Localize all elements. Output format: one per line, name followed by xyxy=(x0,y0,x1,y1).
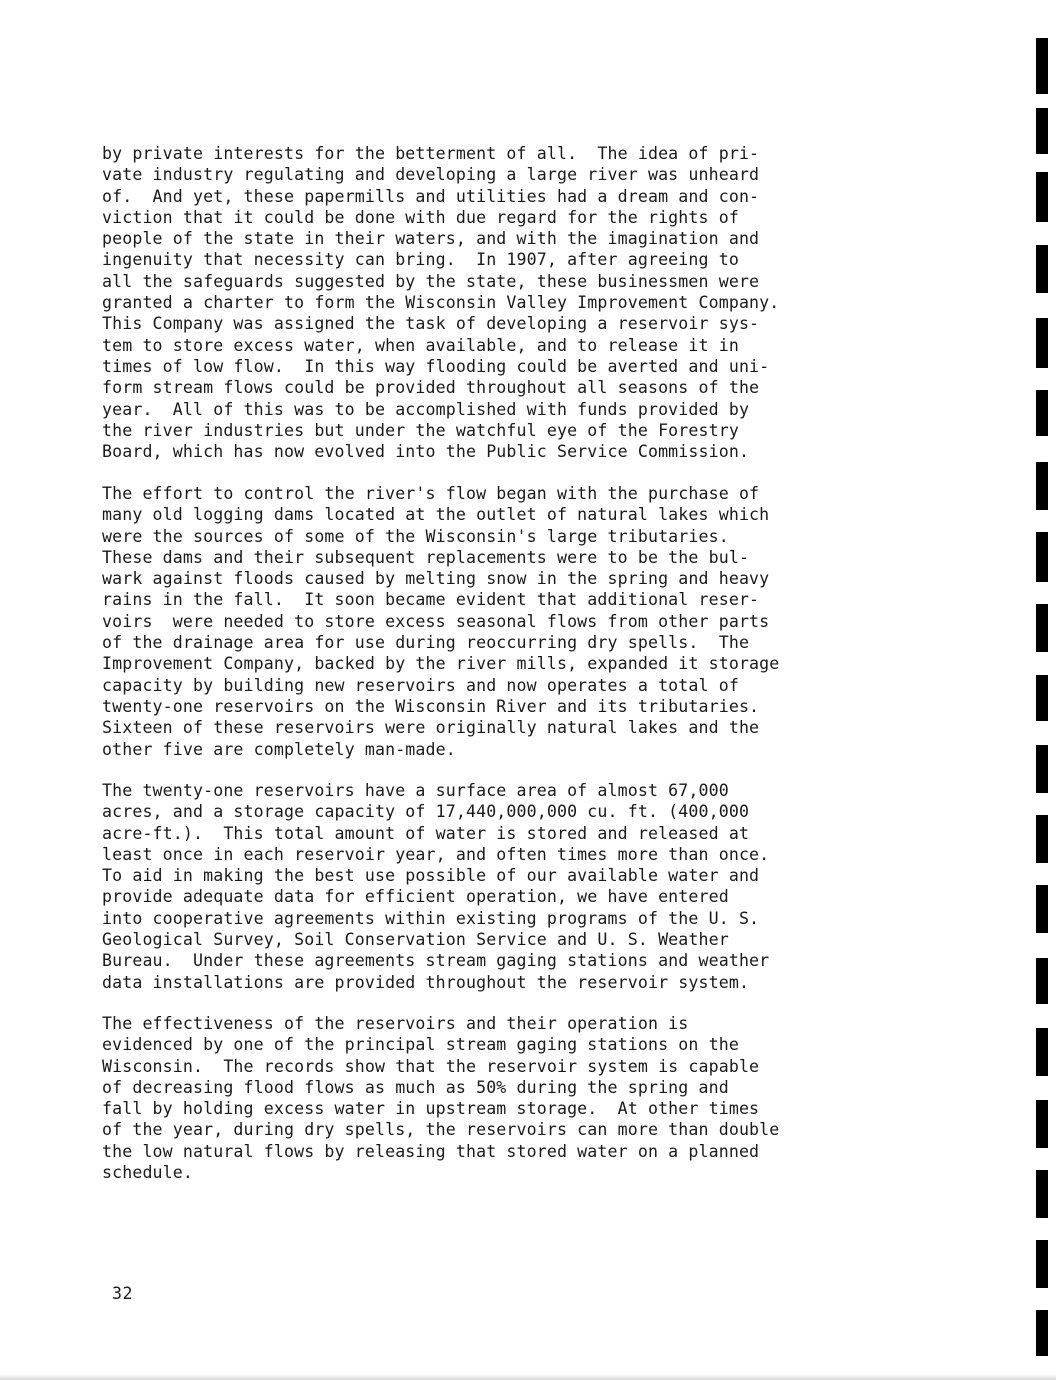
binding-mark xyxy=(1036,604,1048,652)
binding-mark xyxy=(1036,532,1048,582)
paragraph-river-flow-control: The effort to control the river's flow began with the purchase of many old logging dams located at the outlet of natural lakes which were the sources of some of the Wisconsin's large tributaries. These dams and their subsequent replacements were to be the bul- wark against floods caused by melting snow in the spring and heavy rains in the fall. It soon became evident that additional reser- voirs were needed to store excess seasonal flows from other parts of the drainage area for use during reoccurring dry spells. The Improvement Company, backed by the river mills, expanded it storage capacity by building new reservoirs and now operates a total of twenty-one reservoirs on the Wisconsin River and its tributaries. Sixteen of these reservoirs were originally natural lakes and the other five are completely man-made. xyxy=(102,484,780,759)
binding-mark xyxy=(1036,245,1048,293)
paragraph-reservoir-capacity: The twenty-one reservoirs have a surface area of almost 67,000 acres, and a storage capacity of 17,440,000,000 cu. ft. (400,000 acre-ft.). This total amount of water is stored and released at least once in each reservoir year, and often times more than once. To aid in making the best use possible of our available water and provide adequate data for efficient operation, we have entered into cooperative agreements within existing programs of the U. S. Geological Survey, Soil Conservation Service and U. S. Weather Bureau. Under these agreements stream gaging stations and weather data installations are provided throughout the reservoir system. xyxy=(102,781,770,992)
binding-mark xyxy=(1036,675,1048,721)
binding-mark xyxy=(1036,815,1048,863)
binding-mark xyxy=(1036,390,1048,436)
binding-mark xyxy=(1036,1170,1048,1218)
binding-mark xyxy=(1036,1310,1048,1356)
binding-mark xyxy=(1036,1240,1048,1288)
page-number: 32 xyxy=(112,1284,133,1303)
binding-marks xyxy=(1016,0,1056,1380)
binding-mark xyxy=(1036,958,1048,1004)
binding-mark xyxy=(1036,318,1048,368)
binding-mark xyxy=(1036,885,1048,933)
binding-mark xyxy=(1036,745,1048,793)
scan-edge xyxy=(0,1374,1056,1380)
binding-mark xyxy=(1036,172,1048,222)
binding-mark xyxy=(1036,1028,1048,1076)
binding-mark xyxy=(1036,462,1048,510)
binding-mark xyxy=(1036,108,1048,154)
binding-mark xyxy=(1036,38,1048,94)
paragraph-private-interests: by private interests for the betterment of all. The idea of pri- vate industry regulating and developing a large river was unheard of. And yet, these papermills and utilities had a dream and con- viction that it could be done with due regard for the rights of people of the state in their waters, and with the imagination and ingenuity that necessity can bring. In 1907, after agreeing to all the safeguards suggested by the state, these businessmen were granted a charter to form the Wisconsin Valley Improvement Company. This Company was assigned the task of developing a reservoir sys- tem to store excess water, when available, and to release it in times of low flow. In this way flooding could be averted and uni- form stream flows could be provided throughout all seasons of the year. All of this was to be accomplished with funds provided by the river industries but under the watchful eye of the Forestry Board, which has now evolved into the Public Service Commission. xyxy=(102,144,780,462)
binding-mark xyxy=(1036,1100,1048,1148)
paragraph-reservoir-effectiveness: The effectiveness of the reservoirs and their operation is evidenced by one of the principal stream gaging stations on the Wisconsin. The records show that the reservoir system is capable of decreasing flood flows as much as 50% during the spring and fall by holding excess water in upstream storage. At other times of the year, during dry spells, the reservoirs can more than double the low natural flows by releasing that stored water on a planned schedule. xyxy=(102,1014,780,1183)
